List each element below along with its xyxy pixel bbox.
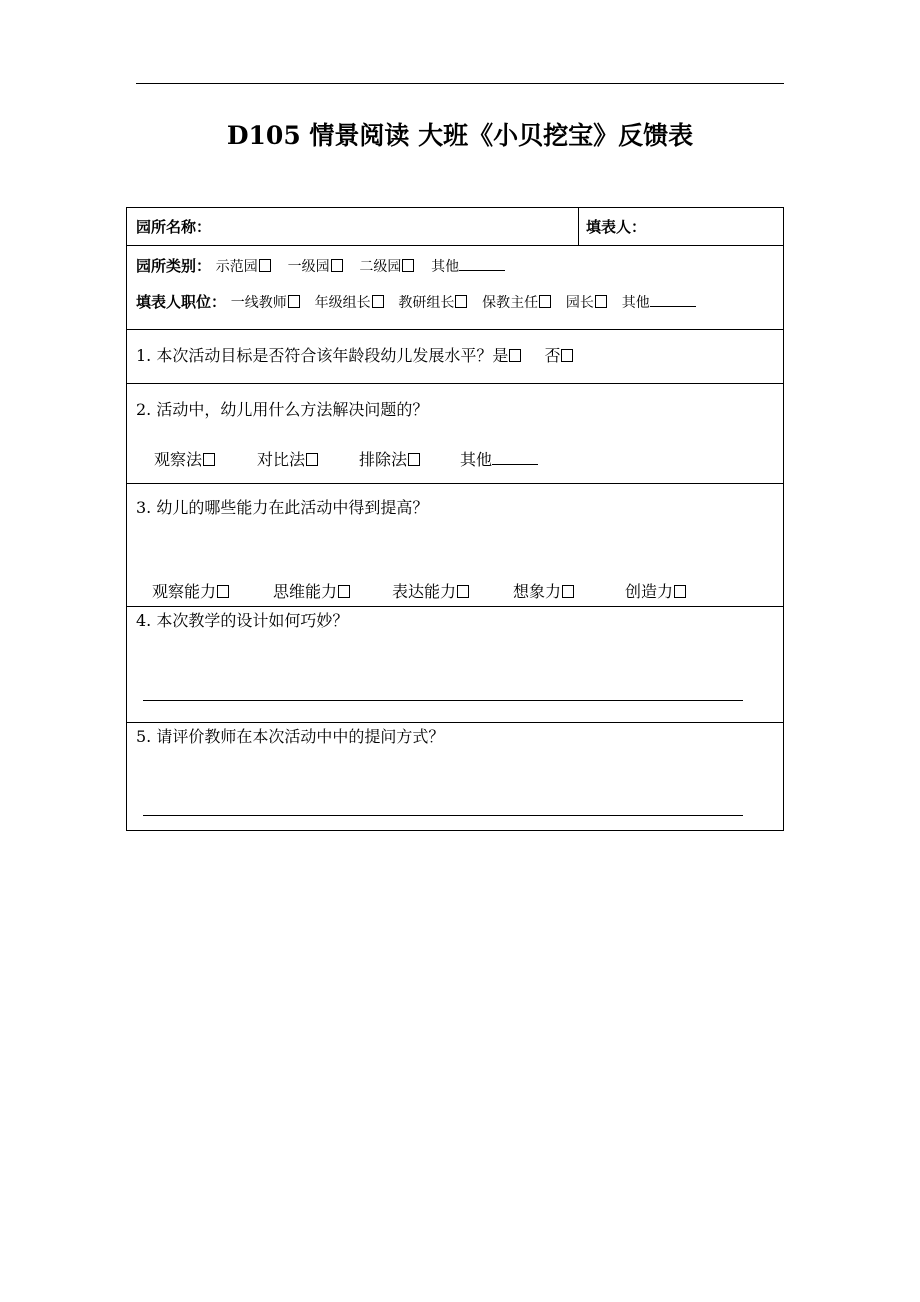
- question-2-row: [127, 384, 783, 484]
- ability-option: 思维能力: [273, 582, 350, 602]
- question-1-row: [127, 330, 783, 384]
- checkbox[interactable]: [331, 259, 343, 272]
- ability-option: 表达能力: [392, 582, 469, 602]
- checkbox[interactable]: [217, 585, 229, 598]
- position-other: 其他: [622, 295, 696, 311]
- answer-line[interactable]: [143, 815, 743, 816]
- question-5-text: 5. 请评价教师在本次活动中中的提问方式？: [136, 727, 445, 746]
- no-option: 否: [544, 346, 573, 365]
- answer-line[interactable]: [143, 700, 743, 701]
- question-4-text: 4. 本次教学的设计如何巧妙？: [136, 611, 349, 630]
- checkbox[interactable]: [402, 259, 414, 272]
- checkbox[interactable]: [455, 295, 467, 308]
- question-1-text: 1. 本次活动目标是否符合该年龄段幼儿发展水平？: [136, 346, 493, 365]
- question-2-text: 2. 活动中，幼儿用什么方法解决问题的？: [136, 400, 429, 419]
- checkbox[interactable]: [288, 295, 300, 308]
- category-other: 其他: [431, 259, 505, 275]
- method-other: 其他: [460, 450, 538, 470]
- header-row: [127, 208, 783, 246]
- position-option: 年级组长: [315, 295, 384, 311]
- category-option: 一级园: [288, 259, 343, 275]
- position-option: 一线教师: [231, 295, 300, 311]
- checkbox[interactable]: [509, 349, 521, 362]
- checkbox[interactable]: [457, 585, 469, 598]
- checkbox[interactable]: [539, 295, 551, 308]
- question-5-row: [127, 723, 783, 832]
- kindergarten-name-label: 园所名称：: [136, 218, 212, 236]
- position-option: 保教主任: [482, 295, 551, 311]
- category-label: 园所类别：: [136, 257, 212, 275]
- checkbox[interactable]: [674, 585, 686, 598]
- header-rule: [136, 83, 784, 84]
- checkbox[interactable]: [306, 453, 318, 466]
- ability-option: 观察能力: [152, 582, 229, 602]
- other-blank[interactable]: [459, 269, 505, 271]
- checkbox[interactable]: [595, 295, 607, 308]
- yes-option: 是: [492, 346, 521, 365]
- method-option: 排除法: [359, 450, 420, 470]
- filler-label: 填表人：: [586, 218, 647, 236]
- checkbox[interactable]: [203, 453, 215, 466]
- checkbox[interactable]: [561, 349, 573, 362]
- category-option: 示范园: [216, 259, 271, 275]
- ability-option: 想象力: [513, 582, 574, 602]
- method-option: 观察法: [154, 450, 215, 470]
- position-option: 园长: [566, 295, 607, 311]
- position-line: [136, 292, 696, 313]
- feedback-form: [126, 207, 784, 831]
- category-line: [136, 256, 505, 277]
- ability-option: 创造力: [625, 582, 686, 602]
- method-option: 对比法: [257, 450, 318, 470]
- category-position-row: [127, 246, 783, 330]
- other-blank[interactable]: [492, 463, 538, 465]
- other-blank[interactable]: [650, 305, 696, 307]
- position-option: 教研组长: [398, 295, 467, 311]
- checkbox[interactable]: [259, 259, 271, 272]
- checkbox[interactable]: [562, 585, 574, 598]
- checkbox[interactable]: [338, 585, 350, 598]
- question-1: [136, 346, 573, 366]
- column-divider: [578, 208, 579, 246]
- position-label: 填表人职位：: [136, 293, 227, 311]
- question-3-text: 3. 幼儿的哪些能力在此活动中得到提高？: [136, 498, 429, 517]
- checkbox[interactable]: [372, 295, 384, 308]
- checkbox[interactable]: [408, 453, 420, 466]
- category-option: 二级园: [359, 259, 414, 275]
- question-3-row: [127, 484, 783, 607]
- page-title: D105 情景阅读 大班《小贝挖宝》反馈表: [226, 121, 694, 150]
- question-4-row: [127, 607, 783, 723]
